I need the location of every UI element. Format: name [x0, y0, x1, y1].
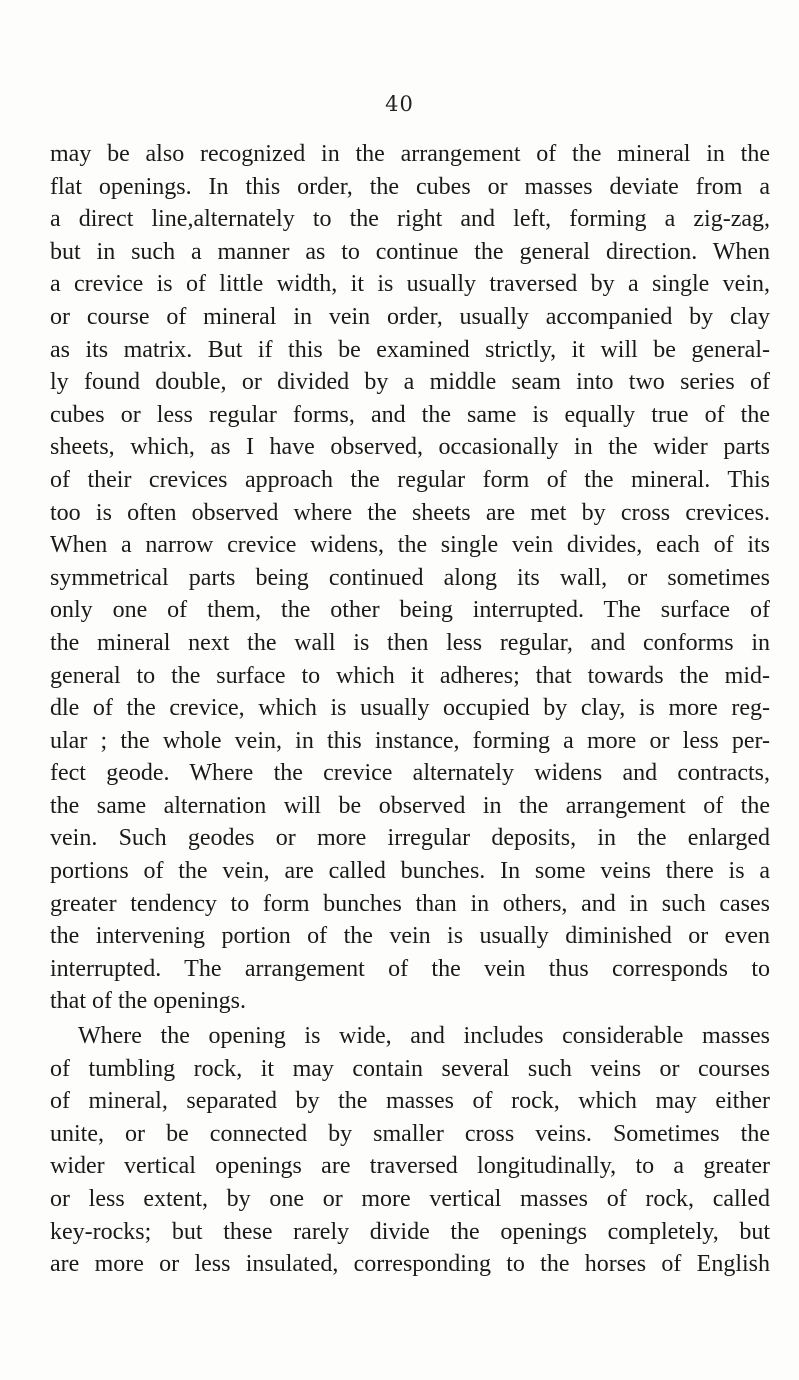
text-line: of their crevices approach the regular form of the mineral. This	[50, 466, 770, 493]
text-line: or course of mineral in vein order, usually accompanied by clay	[50, 303, 770, 330]
text-line: or less extent, by one or more vertical masses of rock, called	[50, 1185, 770, 1212]
text-line: symmetrical parts being continued along its wall, or sometimes	[50, 564, 770, 591]
text-line: too is often observed where the sheets are met by cross crevices.	[50, 499, 770, 526]
text-line: of mineral, separated by the masses of rock, which may either	[50, 1088, 770, 1115]
text-line: key-rocks; but these rarely divide the openings completely, but	[50, 1218, 770, 1245]
text-line: a crevice is of little width, it is usually traversed by a single vein,	[50, 271, 770, 298]
text-line: dle of the crevice, which is usually occupied by clay, is more reg-	[50, 695, 770, 722]
text-line: the same alternation will be observed in the arrangement of the	[50, 792, 770, 819]
text-line: of tumbling rock, it may contain several such veins or courses	[50, 1055, 770, 1082]
text-line: sheets, which, as I have observed, occasionally in the wider parts	[50, 434, 770, 461]
text-line: vein. Such geodes or more irregular deposits, in the enlarged	[50, 825, 770, 852]
text-line: greater tendency to form bunches than in others, and in such cases	[50, 890, 770, 917]
text-line: cubes or less regular forms, and the same is equally true of the	[50, 401, 770, 428]
paragraph-2	[50, 1020, 770, 1281]
text-line: ular ; the whole vein, in this instance, forming a more or less per-	[50, 727, 770, 754]
page-number: 40	[385, 92, 414, 116]
text-line: are more or less insulated, corresponding to the horses of English	[50, 1251, 770, 1278]
text-line: wider vertical openings are traversed longitudinally, to a greater	[50, 1153, 770, 1180]
text-line: fect geode. Where the crevice alternately widens and contracts,	[50, 760, 770, 787]
text-line: that of the openings.	[50, 988, 246, 1015]
text-line: unite, or be connected by smaller cross veins. Sometimes the	[50, 1120, 770, 1147]
text-line: only one of them, the other being interrupted. The surface of	[50, 597, 770, 624]
text-line: interrupted. The arrangement of the vein thus corresponds to	[50, 955, 770, 982]
text-line: the intervening portion of the vein is usually diminished or even	[50, 923, 770, 950]
text-line: but in such a manner as to continue the general direction. When	[50, 238, 770, 265]
text-line: general to the surface to which it adheres; that towards the mid-	[50, 662, 770, 689]
text-line: When a narrow crevice widens, the single vein divides, each of its	[50, 532, 770, 559]
text-line: the mineral next the wall is then less regular, and conforms in	[50, 629, 770, 656]
text-line: as its matrix. But if this be examined strictly, it will be general-	[50, 336, 770, 363]
text-line: portions of the vein, are called bunches. In some veins there is a	[50, 858, 770, 885]
paragraph-1	[50, 138, 770, 1018]
text-line: a direct line,alternately to the right and left, forming a zig-zag,	[50, 206, 770, 233]
text-line: ly found double, or divided by a middle seam into two series of	[50, 369, 770, 396]
text-line: flat openings. In this order, the cubes or masses deviate from a	[50, 173, 770, 200]
text-line: may be also recognized in the arrangement of the mineral in the	[50, 141, 770, 167]
text-line: Where the opening is wide, and includes considerable masses	[78, 1023, 770, 1049]
